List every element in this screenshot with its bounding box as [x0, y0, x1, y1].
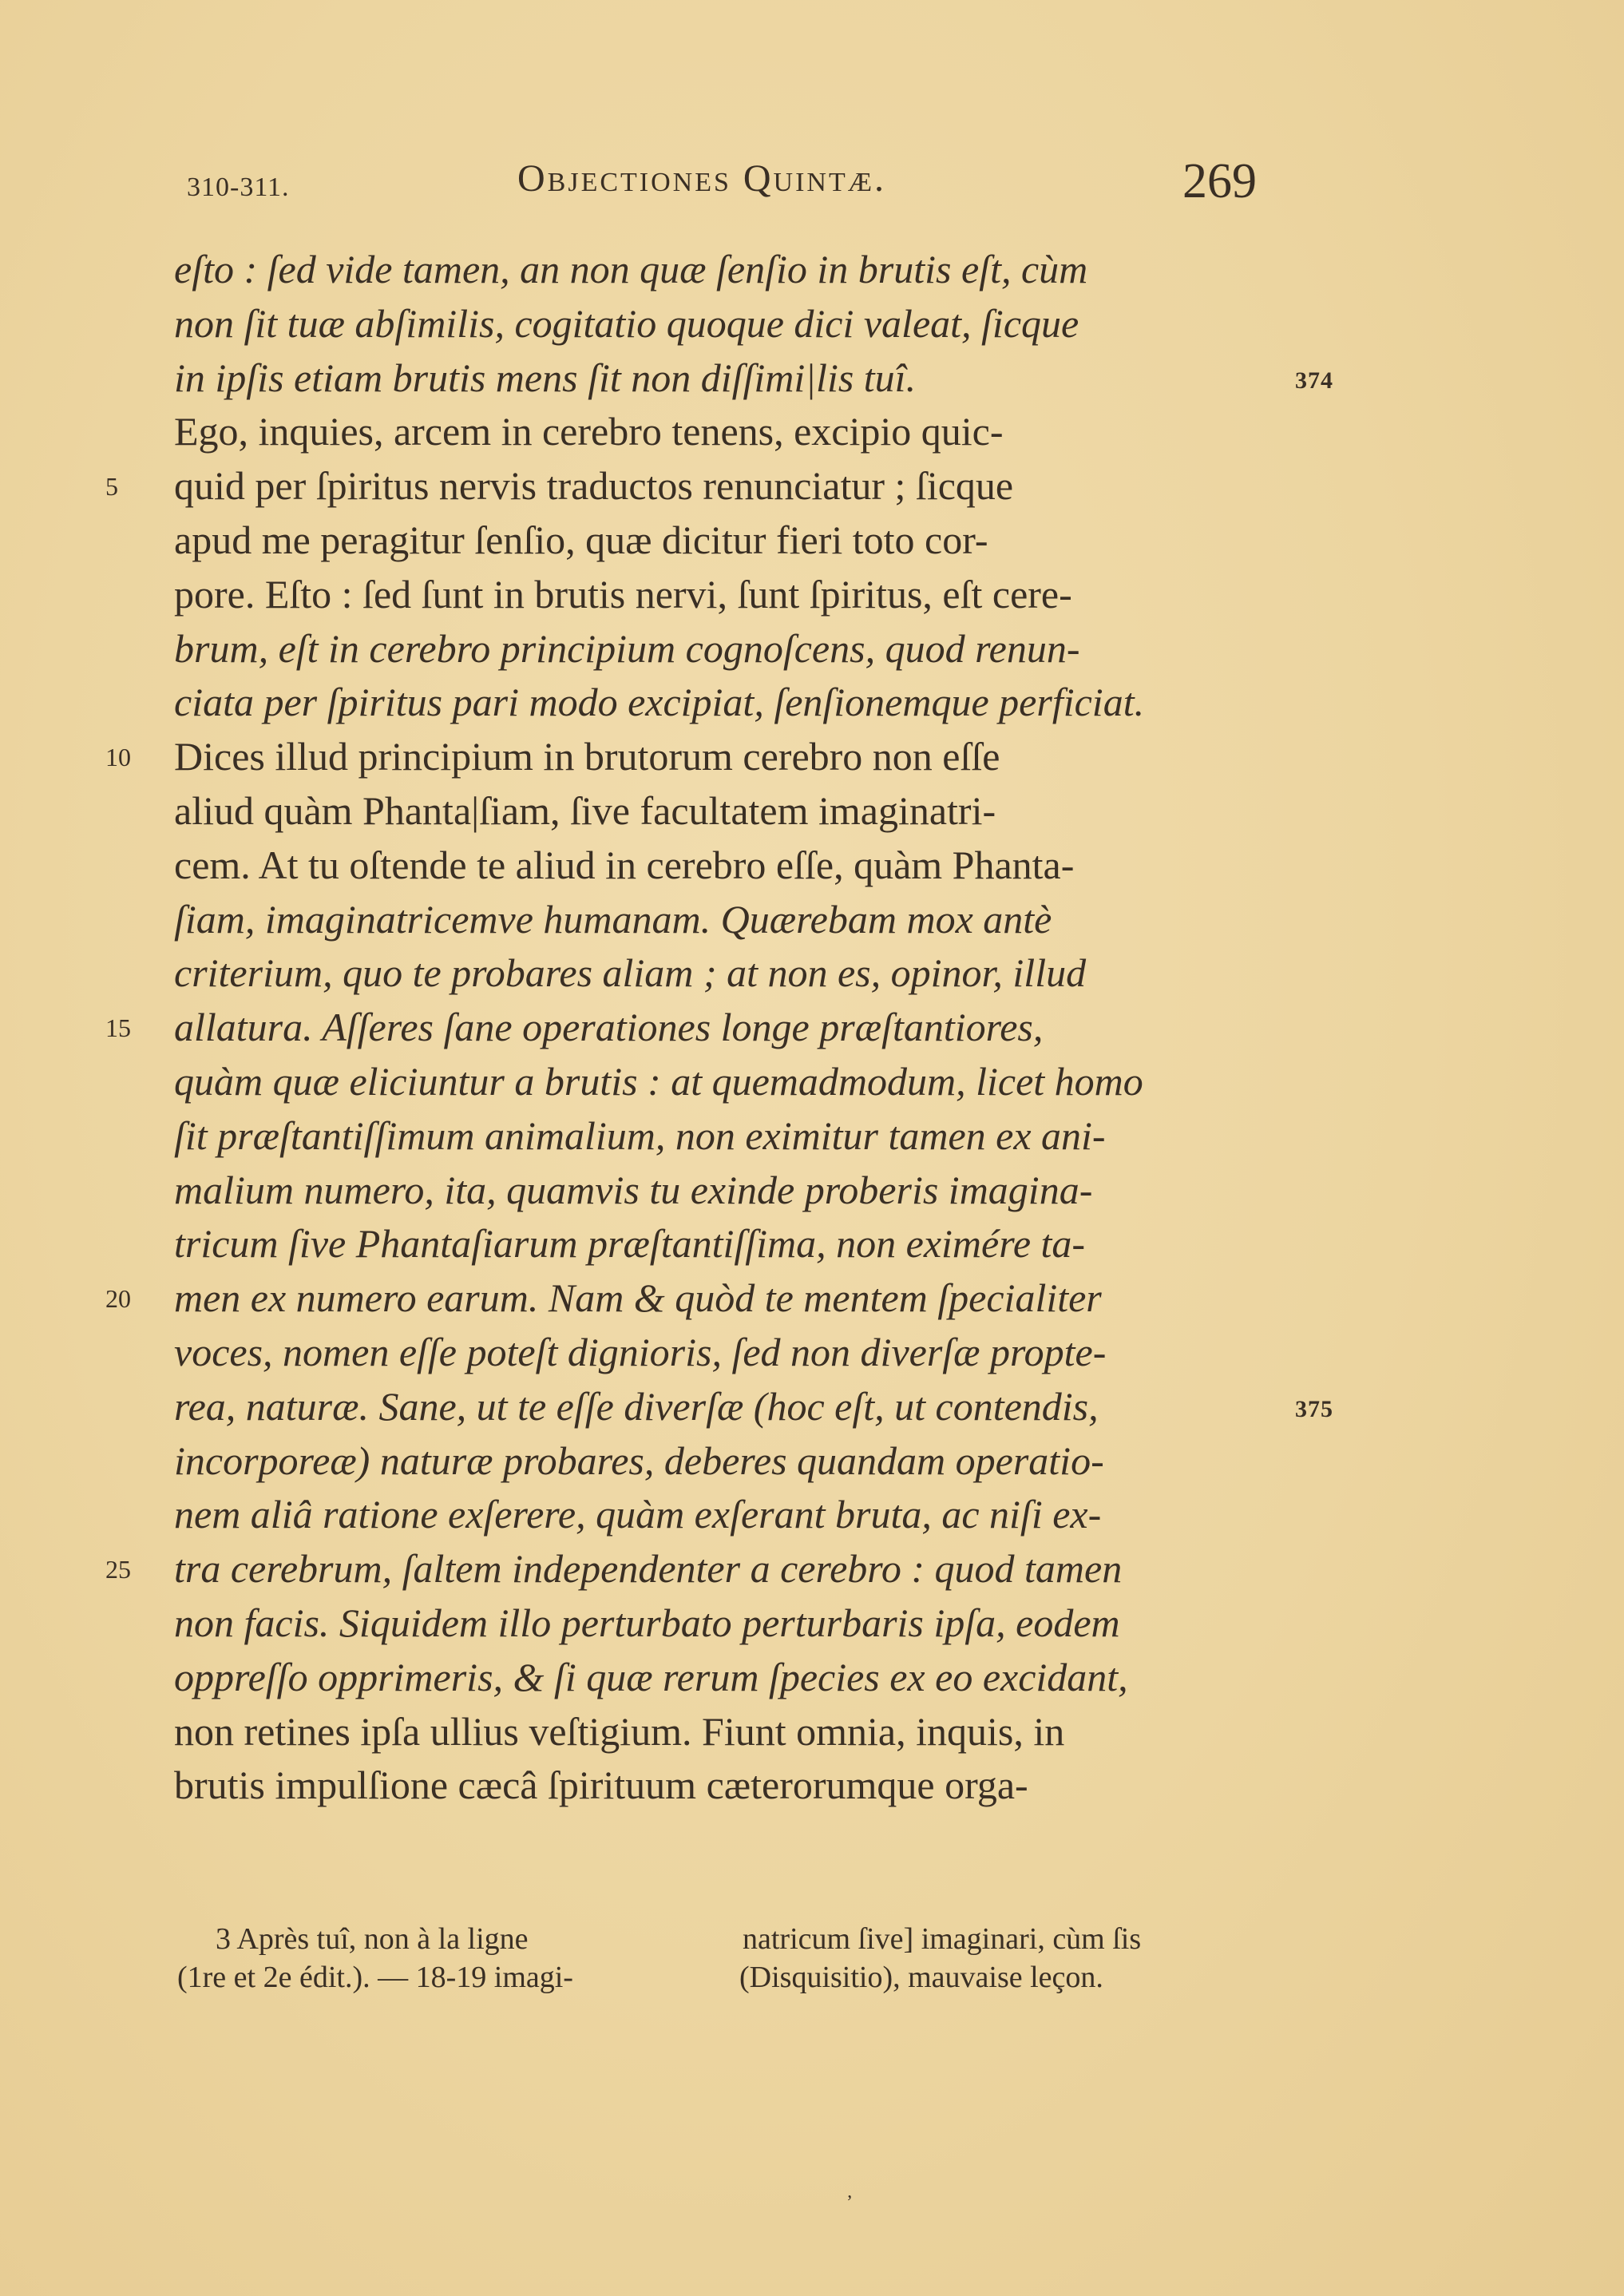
header-page-range: 310-311. — [187, 172, 290, 202]
text-line: Dices illud principium in brutorum cerebro non eſſe — [174, 734, 1000, 779]
text-line: oppreſſo opprimeris, & ſi quæ rerum ſpecies ex eo excidant, — [174, 1654, 1128, 1699]
text-line: ſit præſtantiſſimum animalium, non eximitur tamen ex ani- — [174, 1112, 1106, 1158]
text-line: brutis impulſione cæcâ ſpirituum cæterorumque orga- — [174, 1763, 1028, 1808]
text-line: quàm quæ eliciuntur a brutis : at quemadmodum, licet homo — [174, 1059, 1143, 1104]
text-line: ciata per ſpiritus pari modo excipiat, ſenſionemque perficiat. — [174, 680, 1145, 725]
footnote-right-line-2: (Disquisitio), mauvaise leçon. — [739, 1961, 1103, 1994]
line-number: 10 — [105, 743, 131, 772]
text-line: non retines ipſa ullius veſtigium. Fiunt omnia, inquis, in — [174, 1708, 1065, 1754]
footnote-left-line-1: 3 Après tuî, non à la ligne — [216, 1922, 529, 1956]
text-line: non ſit tuæ abſimilis, cogitatio quoque dici valeat, ſicque — [174, 300, 1079, 346]
line-number: 25 — [105, 1555, 131, 1584]
text-line: apud me peragitur ſenſio, quæ dicitur fieri toto cor- — [174, 517, 988, 562]
text-line: ſiam, imaginatricemve humanam. Quærebam mox antè — [174, 896, 1052, 942]
text-line: tra cerebrum, ſaltem independenter a cerebro : quod tamen — [174, 1546, 1123, 1592]
footnote-right-line-1: natricum ſive] imaginari, cùm ſis — [743, 1922, 1142, 1956]
text-line: men ex numero earum. Nam & quòd te mentem ſpecialiter — [174, 1275, 1102, 1321]
margin-reference: 375 — [1295, 1395, 1333, 1422]
text-line: Ego, inquies, arcem in cerebro tenens, excipio quic- — [174, 409, 1004, 454]
footnote-left-line-2: (1re et 2e édit.). — 18-19 imagi- — [177, 1961, 573, 1994]
line-number: 5 — [105, 472, 118, 502]
page-number: 269 — [1182, 154, 1257, 208]
text-line: in ipſis etiam brutis mens ſit non diſſimi|lis tuî. — [174, 355, 917, 400]
bottom-mark: ʼ — [846, 2192, 853, 2213]
text-line: eſto : ſed vide tamen, an non quæ ſenſio in brutis eſt, cùm — [174, 247, 1088, 291]
text-line: incorporeæ) naturæ probares, deberes quandam operatio- — [174, 1437, 1104, 1483]
text-line: pore. Eſto : ſed ſunt in brutis nervi, ſunt ſpiritus, eſt cere- — [174, 571, 1072, 617]
text-line: malium numero, ita, quamvis tu exinde proberis imagina- — [174, 1167, 1093, 1212]
text-line: nem aliâ ratione exſerere, quàm exſerant bruta, ac niſi ex- — [174, 1492, 1102, 1537]
text-line: rea, naturæ. Sane, ut te eſſe diverſæ (hoc eſt, ut contendis, — [174, 1383, 1099, 1429]
text-line: brum, eſt in cerebro principium cognoſcens, quod renun- — [174, 625, 1080, 671]
text-line: tricum ſive Phantaſiarum præſtantiſſima, non eximére ta- — [174, 1221, 1086, 1267]
margin-reference: 374 — [1295, 367, 1333, 394]
header-title: Objectiones Quintæ. — [517, 157, 886, 200]
text-line: non facis. Siquidem illo perturbato perturbaris ipſa, eodem — [174, 1600, 1120, 1645]
text-line: voces, nomen eſſe poteſt dignioris, ſed non diverſæ propte- — [174, 1330, 1107, 1374]
text-line: quid per ſpiritus nervis traductos renunciatur ; ſicque — [174, 463, 1014, 509]
line-number: 15 — [105, 1013, 131, 1043]
text-line: aliud quàm Phanta|ſiam, ſive facultatem imaginatri- — [174, 788, 996, 833]
text-line: allatura. Aſſeres ſane operationes longe præſtantiores, — [174, 1005, 1044, 1050]
text-line: cem. At tu oſtende te aliud in cerebro eſſe, quàm Phanta- — [174, 842, 1075, 887]
line-number: 20 — [105, 1284, 131, 1314]
text-line: criterium, quo te probares aliam ; at non es, opinor, illud — [174, 950, 1087, 996]
running-header — [187, 154, 1257, 212]
